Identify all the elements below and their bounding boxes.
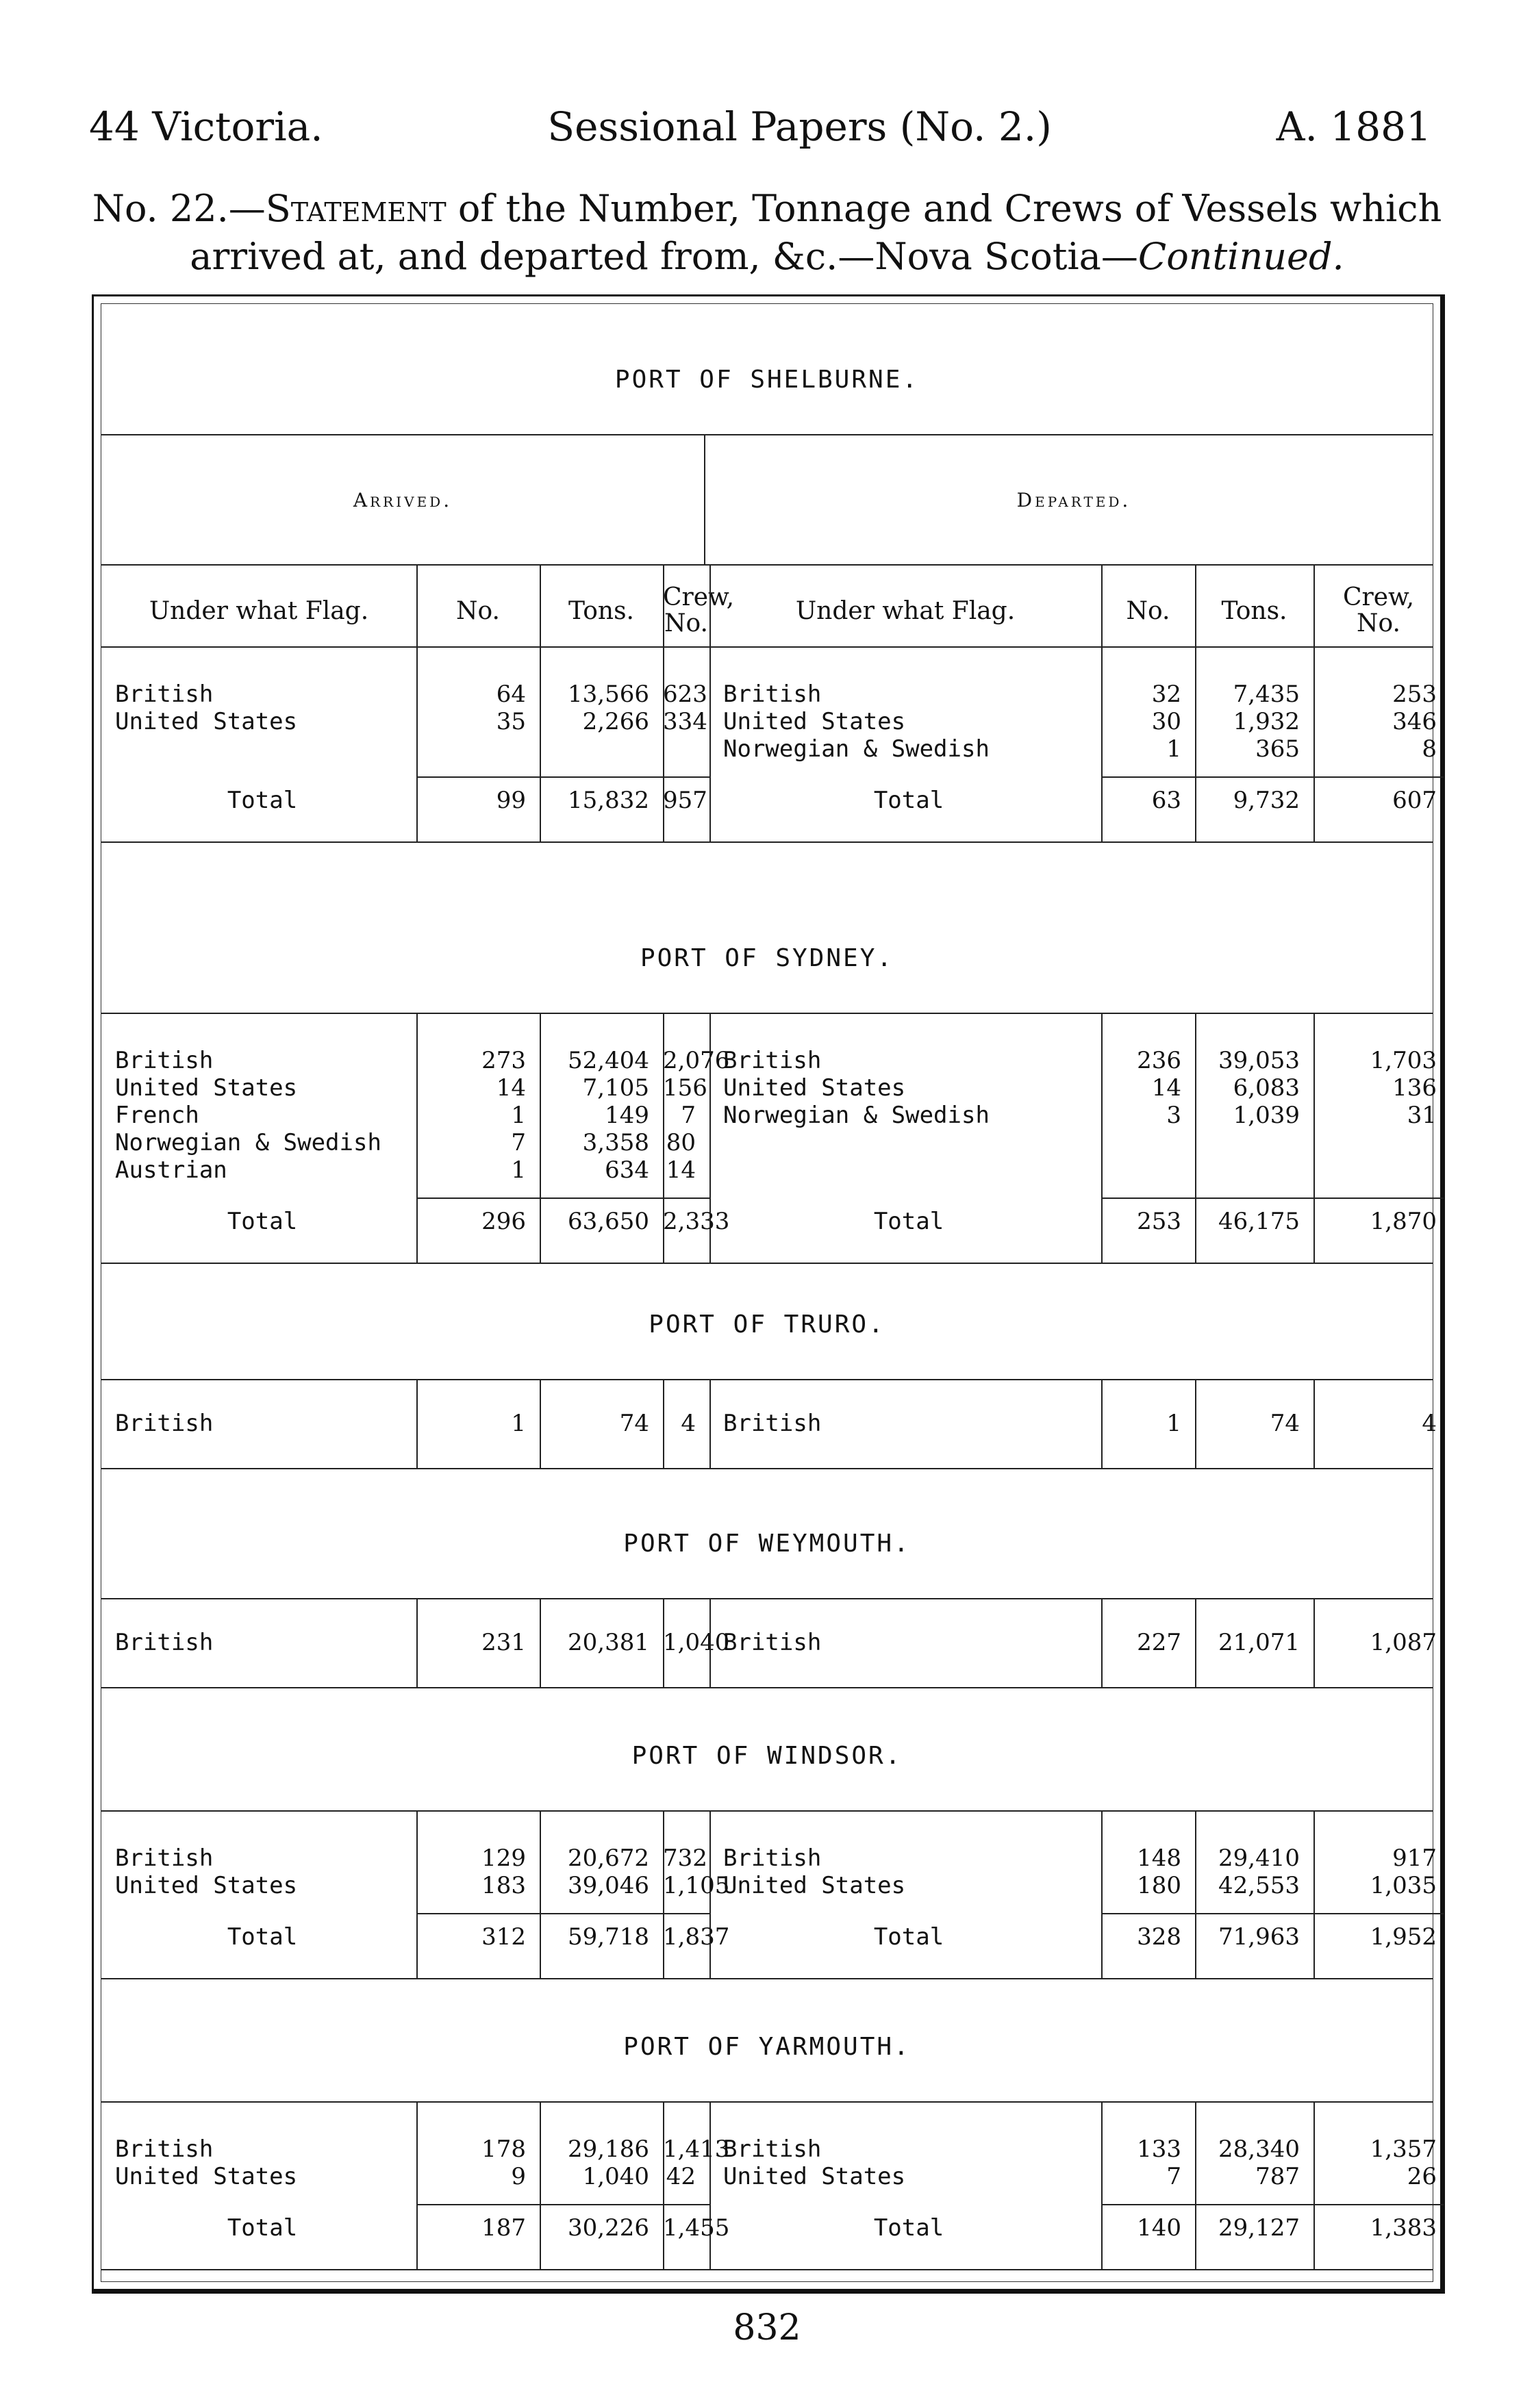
- flag-cell: British: [723, 681, 822, 708]
- crew-cell: 1,040: [663, 1629, 730, 1656]
- column-rule: [1101, 2101, 1103, 2269]
- flag-cell: British: [115, 1410, 214, 1437]
- statement-table: [92, 294, 1445, 2294]
- column-rule: [709, 564, 711, 646]
- column-rule: [1101, 646, 1103, 841]
- number-cell: 183: [481, 1872, 526, 1899]
- column-rule: [663, 1013, 664, 1263]
- crew-header: No.: [1357, 609, 1400, 637]
- column-rule: [416, 1379, 418, 1468]
- number-cell: 35: [496, 708, 526, 735]
- flag-cell: Austrian: [115, 1156, 227, 1184]
- flag-cell: United States: [723, 1872, 906, 1899]
- flag-cell: French: [115, 1102, 199, 1129]
- no-header: No.: [456, 597, 500, 625]
- column-rule: [1101, 1013, 1103, 1263]
- tons-cell: 787: [1255, 2163, 1300, 2190]
- flag-cell: United States: [723, 708, 906, 735]
- total-tons: 46,175: [1218, 1208, 1300, 1235]
- crew-cell: 4: [1422, 1410, 1437, 1437]
- total-crew: 2,333: [663, 1208, 730, 1235]
- total-label: Total: [873, 1923, 944, 1951]
- total-crew: 1,952: [1370, 1923, 1437, 1951]
- tons-cell: 1,039: [1233, 1102, 1300, 1129]
- column-rule: [416, 1013, 418, 1263]
- page-number: 832: [733, 2307, 801, 2348]
- total-number: 296: [481, 1208, 526, 1235]
- column-rule: [663, 2101, 664, 2269]
- flag-cell: United States: [115, 2163, 298, 2190]
- row-rule: [101, 434, 1433, 435]
- tons-cell: 21,071: [1218, 1629, 1300, 1656]
- tons-cell: 634: [605, 1156, 649, 1184]
- total-rule: [1101, 1197, 1444, 1199]
- tons-cell: 28,340: [1218, 2135, 1300, 2163]
- row-rule: [101, 646, 1433, 648]
- crew-cell: 136: [1392, 1074, 1437, 1102]
- flag-cell: United States: [115, 708, 298, 735]
- number-cell: 9: [511, 2163, 526, 2190]
- tons-header: Tons.: [1221, 597, 1287, 625]
- crew-cell: 42: [666, 2163, 696, 2190]
- column-rule: [540, 1598, 541, 1687]
- number-cell: 1: [1166, 1410, 1181, 1437]
- total-number: 312: [481, 1923, 526, 1951]
- total-tons: 15,832: [568, 787, 649, 814]
- column-rule: [416, 2101, 418, 2269]
- crew-cell: 917: [1392, 1845, 1437, 1872]
- flag-cell: British: [115, 681, 214, 708]
- column-rule: [416, 1810, 418, 1978]
- column-rule: [1195, 564, 1196, 646]
- total-tons: 71,963: [1218, 1923, 1300, 1951]
- header-right: A. 1881: [1276, 103, 1431, 150]
- flag-cell: Norwegian & Swedish: [723, 735, 990, 763]
- flag-cell: British: [723, 1410, 822, 1437]
- tons-cell: 6,083: [1233, 1074, 1300, 1102]
- tons-cell: 52,404: [568, 1047, 649, 1074]
- number-cell: 236: [1137, 1047, 1181, 1074]
- column-rule: [1195, 2101, 1196, 2269]
- port-title: PORT OF WINDSOR.: [631, 1742, 903, 1770]
- table-body: [101, 303, 1437, 2282]
- tons-cell: 74: [1270, 1410, 1300, 1437]
- row-rule: [101, 1379, 1433, 1380]
- total-crew: 1,870: [1370, 1208, 1437, 1235]
- crew-cell: 253: [1392, 681, 1437, 708]
- column-rule: [1313, 646, 1315, 841]
- number-cell: 14: [1151, 1074, 1181, 1102]
- row-rule: [101, 564, 1433, 566]
- row-rule: [101, 1013, 1433, 1014]
- column-rule: [540, 1379, 541, 1468]
- column-rule: [663, 646, 664, 841]
- column-rule: [709, 1598, 711, 1687]
- crew-cell: 26: [1407, 2163, 1437, 2190]
- crew-cell: 2,076: [663, 1047, 730, 1074]
- flag-cell: Norwegian & Swedish: [115, 1129, 381, 1156]
- port-title: PORT OF YARMOUTH.: [623, 2033, 911, 2061]
- flag-cell: British: [723, 1845, 822, 1872]
- column-rule: [540, 646, 541, 841]
- number-cell: 1: [511, 1410, 526, 1437]
- total-tons: 29,127: [1218, 2214, 1300, 2242]
- number-cell: 1: [1166, 735, 1181, 763]
- no-header: No.: [1126, 597, 1170, 625]
- number-cell: 3: [1166, 1102, 1181, 1129]
- port-title: PORT OF SYDNEY.: [640, 944, 894, 972]
- column-rule: [1195, 1013, 1196, 1263]
- header-center: Sessional Papers (No. 2.): [547, 103, 1052, 150]
- crew-header: No.: [664, 609, 708, 637]
- tons-cell: 29,410: [1218, 1845, 1300, 1872]
- column-rule: [1195, 1598, 1196, 1687]
- number-cell: 64: [496, 681, 526, 708]
- total-tons: 9,732: [1233, 787, 1300, 814]
- total-rule: [416, 1913, 709, 1914]
- total-label: Total: [227, 787, 298, 814]
- column-rule: [1101, 1379, 1103, 1468]
- column-rule: [1313, 1810, 1315, 1978]
- row-rule: [101, 1687, 1433, 1688]
- flag-cell: British: [723, 2135, 822, 2163]
- crew-cell: 4: [681, 1410, 696, 1437]
- crew-header: Crew,: [663, 583, 735, 611]
- column-rule: [416, 646, 418, 841]
- column-rule: [1313, 1598, 1315, 1687]
- crew-cell: 31: [1407, 1102, 1437, 1129]
- flag-cell: British: [115, 1845, 214, 1872]
- total-tons: 63,650: [568, 1208, 649, 1235]
- total-tons: 59,718: [568, 1923, 649, 1951]
- number-cell: 32: [1151, 681, 1181, 708]
- crew-cell: 80: [666, 1129, 696, 1156]
- column-rule: [709, 1810, 711, 1978]
- title-line2: arrived at, and departed from, &c.—Nova Scotia—: [190, 235, 1138, 278]
- flag-cell: United States: [723, 2163, 906, 2190]
- row-rule: [101, 2101, 1433, 2103]
- flag-cell: United States: [115, 1872, 298, 1899]
- flag-cell: British: [115, 2135, 214, 2163]
- total-number: 253: [1137, 1208, 1181, 1235]
- crew-cell: 156: [663, 1074, 707, 1102]
- column-rule: [663, 1810, 664, 1978]
- crew-cell: 7: [681, 1102, 696, 1129]
- column-rule: [1101, 1810, 1103, 1978]
- column-rule: [1195, 1810, 1196, 1978]
- total-crew: 607: [1392, 787, 1437, 814]
- column-rule: [540, 1810, 541, 1978]
- column-rule: [704, 434, 705, 564]
- number-cell: 178: [481, 2135, 526, 2163]
- crew-cell: 623: [663, 681, 707, 708]
- column-rule: [416, 1598, 418, 1687]
- port-title: PORT OF SHELBURNE.: [614, 366, 920, 394]
- column-rule: [709, 1013, 711, 1263]
- tons-cell: 3,358: [582, 1129, 649, 1156]
- flag-cell: British: [115, 1629, 214, 1656]
- tons-cell: 74: [619, 1410, 649, 1437]
- total-number: 187: [481, 2214, 526, 2242]
- column-rule: [416, 564, 418, 646]
- crew-cell: 1,087: [1370, 1629, 1437, 1656]
- number-cell: 227: [1137, 1629, 1181, 1656]
- row-rule: [101, 1598, 1433, 1599]
- total-tons: 30,226: [568, 2214, 649, 2242]
- column-rule: [1313, 2101, 1315, 2269]
- flag-cell: British: [723, 1629, 822, 1656]
- tons-cell: 29,186: [568, 2135, 649, 2163]
- column-rule: [1101, 564, 1103, 646]
- tons-cell: 42,553: [1218, 1872, 1300, 1899]
- document-title: [89, 185, 1445, 281]
- row-rule: [101, 1978, 1433, 1979]
- crew-cell: 1,357: [1370, 2135, 1437, 2163]
- tons-cell: 20,672: [568, 1845, 649, 1872]
- title-continued: Continued.: [1137, 235, 1344, 278]
- column-rule: [1313, 1013, 1315, 1263]
- tons-cell: 20,381: [568, 1629, 649, 1656]
- total-number: 99: [496, 787, 526, 814]
- number-cell: 7: [511, 1129, 526, 1156]
- number-cell: 30: [1151, 708, 1181, 735]
- tons-cell: 7,435: [1233, 681, 1300, 708]
- column-rule: [663, 1379, 664, 1468]
- number-cell: 1: [511, 1156, 526, 1184]
- total-number: 63: [1151, 787, 1181, 814]
- column-rule: [1195, 1379, 1196, 1468]
- total-number: 328: [1137, 1923, 1181, 1951]
- crew-cell: 8: [1422, 735, 1437, 763]
- total-label: Total: [227, 1923, 298, 1951]
- tons-cell: 1,932: [1233, 708, 1300, 735]
- column-rule: [1101, 1598, 1103, 1687]
- crew-cell: 14: [666, 1156, 696, 1184]
- crew-header: Crew,: [1342, 583, 1415, 611]
- title-prefix: No. 22.—: [92, 187, 266, 230]
- column-rule: [540, 2101, 541, 2269]
- column-rule: [540, 564, 541, 646]
- column-rule: [540, 1013, 541, 1263]
- column-rule: [663, 564, 664, 646]
- number-cell: 14: [496, 1074, 526, 1102]
- number-cell: 7: [1166, 2163, 1181, 2190]
- column-rule: [709, 2101, 711, 2269]
- total-rule: [1101, 776, 1444, 778]
- crew-cell: 1,703: [1370, 1047, 1437, 1074]
- column-rule: [709, 1379, 711, 1468]
- flag-cell: British: [723, 1047, 822, 1074]
- total-label: Total: [873, 2214, 944, 2242]
- total-crew: 1,455: [663, 2214, 730, 2242]
- total-label: Total: [227, 2214, 298, 2242]
- row-rule: [101, 1468, 1433, 1469]
- total-number: 140: [1137, 2214, 1181, 2242]
- port-title: PORT OF WEYMOUTH.: [623, 1530, 911, 1558]
- total-crew: 957: [663, 787, 707, 814]
- crew-cell: 1,035: [1370, 1872, 1437, 1899]
- total-label: Total: [227, 1208, 298, 1235]
- flag-cell: United States: [723, 1074, 906, 1102]
- flag-header: Under what Flag.: [149, 597, 369, 625]
- crew-cell: 732: [663, 1845, 707, 1872]
- number-cell: 231: [481, 1629, 526, 1656]
- total-rule: [1101, 1913, 1444, 1914]
- flag-cell: British: [115, 1047, 214, 1074]
- title-rest: of the Number, Tonnage and Crews of Vessels which: [446, 187, 1442, 230]
- row-rule: [101, 2269, 1433, 2270]
- column-rule: [1313, 1379, 1315, 1468]
- number-cell: 1: [511, 1102, 526, 1129]
- tons-cell: 13,566: [568, 681, 649, 708]
- row-rule: [101, 1263, 1433, 1264]
- total-label: Total: [873, 1208, 944, 1235]
- total-rule: [416, 2204, 709, 2205]
- column-rule: [709, 646, 711, 841]
- total-rule: [416, 1197, 709, 1199]
- tons-cell: 39,053: [1218, 1047, 1300, 1074]
- number-cell: 273: [481, 1047, 526, 1074]
- crew-cell: 334: [663, 708, 707, 735]
- total-crew: 1,837: [663, 1923, 730, 1951]
- tons-cell: 365: [1255, 735, 1300, 763]
- tons-cell: 39,046: [568, 1872, 649, 1899]
- tons-cell: 149: [605, 1102, 649, 1129]
- total-crew: 1,383: [1370, 2214, 1437, 2242]
- tons-cell: 2,266: [582, 708, 649, 735]
- port-title: PORT OF TRURO.: [649, 1310, 885, 1339]
- departed-heading: Departed.: [1016, 489, 1131, 511]
- number-cell: 133: [1137, 2135, 1181, 2163]
- number-cell: 148: [1137, 1845, 1181, 1872]
- number-cell: 129: [481, 1845, 526, 1872]
- page-header: [89, 103, 1431, 151]
- total-rule: [416, 776, 709, 778]
- column-rule: [663, 1598, 664, 1687]
- flag-cell: Norwegian & Swedish: [723, 1102, 990, 1129]
- total-label: Total: [873, 787, 944, 814]
- tons-cell: 1,040: [582, 2163, 649, 2190]
- column-rule: [1313, 564, 1315, 646]
- row-rule: [101, 1810, 1433, 1812]
- tons-cell: 7,105: [582, 1074, 649, 1102]
- flag-cell: United States: [115, 1074, 298, 1102]
- column-rule: [1195, 646, 1196, 841]
- header-left: 44 Victoria.: [89, 103, 323, 150]
- arrived-heading: Arrived.: [353, 489, 453, 511]
- number-cell: 180: [1137, 1872, 1181, 1899]
- flag-header: Under what Flag.: [795, 597, 1016, 625]
- title-statement: Statement: [265, 187, 447, 230]
- crew-cell: 1,413: [663, 2135, 730, 2163]
- crew-cell: 1,105: [663, 1872, 730, 1899]
- tons-header: Tons.: [568, 597, 634, 625]
- crew-cell: 346: [1392, 708, 1437, 735]
- total-rule: [1101, 2204, 1444, 2205]
- row-rule: [101, 841, 1433, 843]
